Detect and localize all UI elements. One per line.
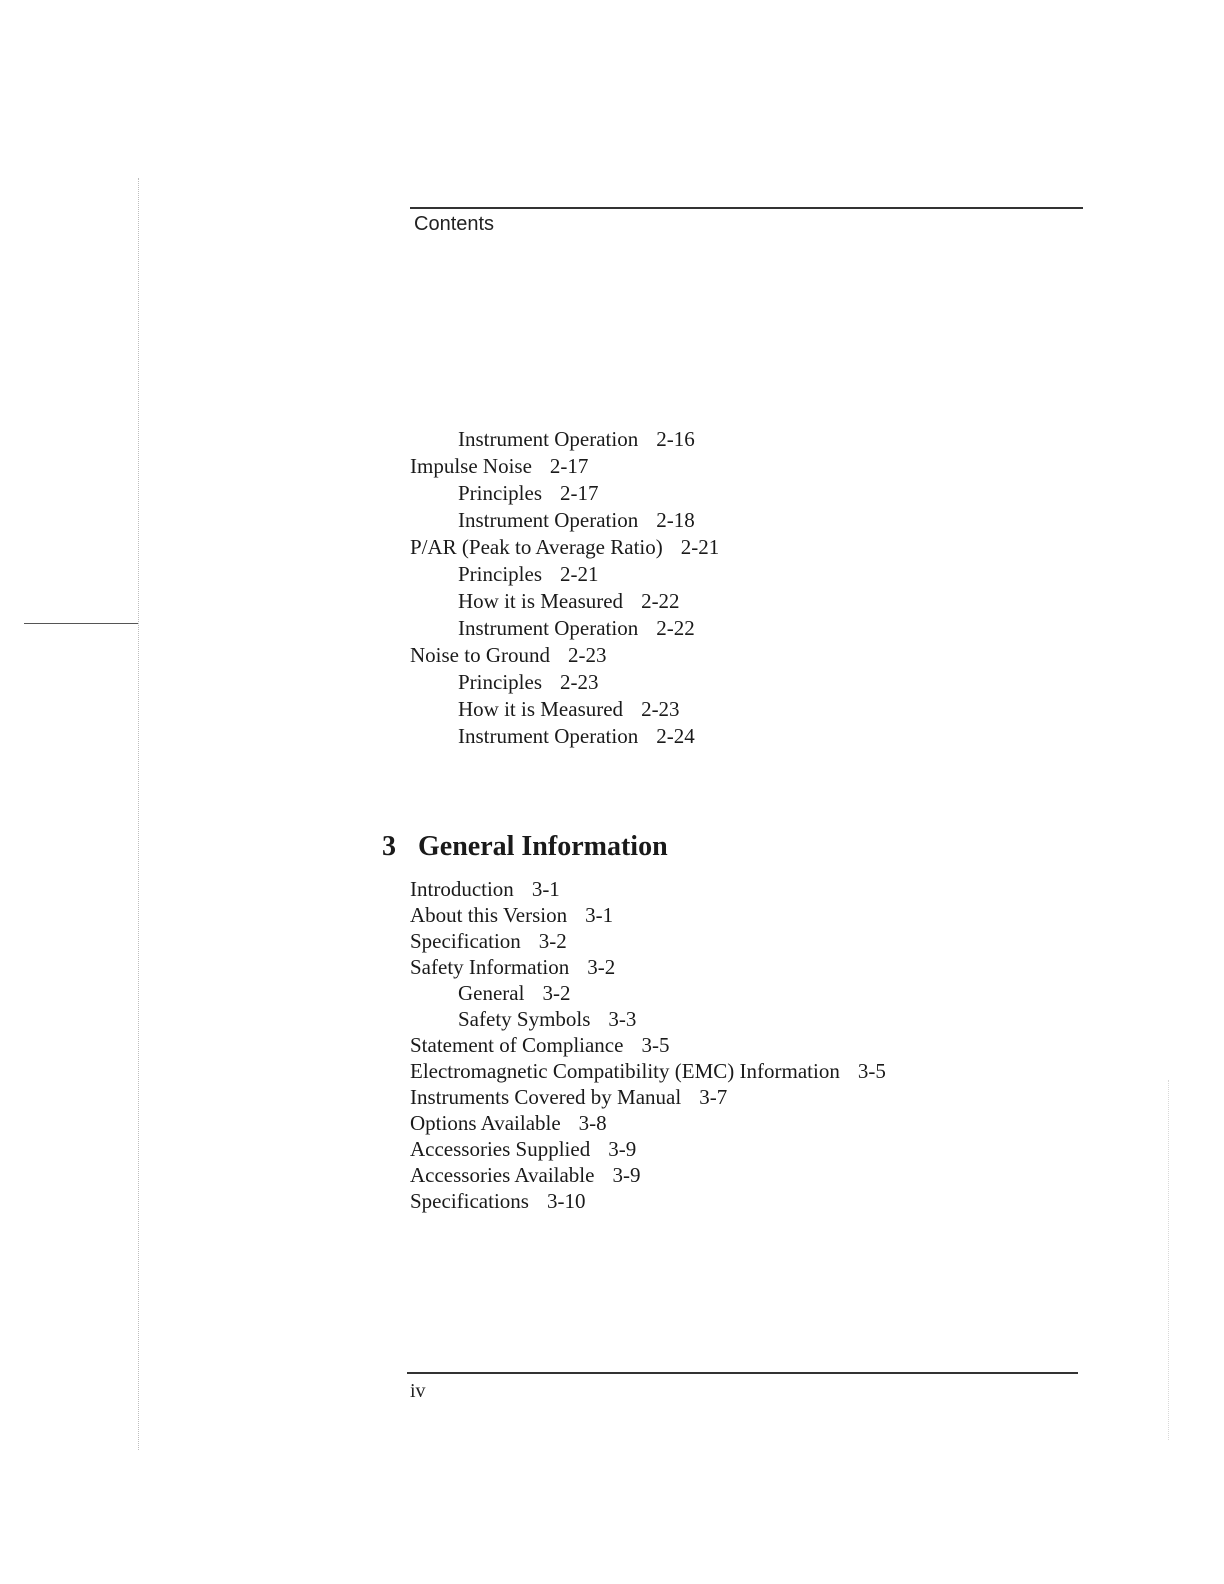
toc-entry[interactable] xyxy=(410,1032,886,1058)
toc-entry[interactable] xyxy=(410,561,719,588)
toc-entry[interactable] xyxy=(410,928,886,954)
toc-entry-title: Instrument Operation xyxy=(458,616,639,640)
chapter-title: General Information xyxy=(418,831,668,862)
toc-entry-title: Accessories Available xyxy=(410,1163,595,1187)
toc-entry-page: 3-3 xyxy=(608,1007,637,1031)
toc-entry[interactable] xyxy=(410,696,719,723)
toc-entry[interactable] xyxy=(410,453,719,480)
toc-entry-page: 2-16 xyxy=(656,427,695,451)
toc-entry[interactable] xyxy=(410,723,719,750)
toc-entry[interactable] xyxy=(410,902,886,928)
toc-entry[interactable] xyxy=(410,1162,886,1188)
edge-scan-marks xyxy=(1168,1080,1173,1440)
chapter-number: 3 xyxy=(382,831,396,862)
page-number: iv xyxy=(410,1380,426,1402)
toc-entry-title: Introduction xyxy=(410,877,514,901)
toc-entry-page: 2-22 xyxy=(641,589,680,613)
toc-entry-title: Safety Symbols xyxy=(458,1007,591,1031)
toc-entry[interactable] xyxy=(410,669,719,696)
binding-margin-line xyxy=(138,178,139,1450)
toc-entry-page: 2-23 xyxy=(568,643,607,667)
toc-entry-title: Instrument Operation xyxy=(458,508,639,532)
toc-entry-title: Statement of Compliance xyxy=(410,1033,624,1057)
toc-entry[interactable] xyxy=(410,1110,886,1136)
toc-entry-page: 2-24 xyxy=(656,724,695,748)
toc-entry-title: Electromagnetic Compatibility (EMC) Information xyxy=(410,1059,840,1083)
toc-entry-title: Specification xyxy=(410,929,521,953)
footer-rule xyxy=(407,1372,1078,1374)
toc-entry-title: Principles xyxy=(458,670,542,694)
toc-entry[interactable] xyxy=(410,1058,886,1084)
toc-entry-title: Accessories Supplied xyxy=(410,1137,591,1161)
toc-entry-title: About this Version xyxy=(410,903,568,927)
toc-entry[interactable] xyxy=(410,1188,886,1214)
toc-entry-title: How it is Measured xyxy=(458,697,624,721)
toc-entry-page: 3-8 xyxy=(578,1111,607,1135)
toc-entry-page: 3-2 xyxy=(538,929,567,953)
toc-entry[interactable] xyxy=(410,980,886,1006)
toc-section-chapter-3 xyxy=(410,876,886,1214)
toc-entry-page: 3-1 xyxy=(585,903,614,927)
toc-entry[interactable] xyxy=(410,534,719,561)
toc-entry[interactable] xyxy=(410,642,719,669)
toc-entry[interactable] xyxy=(410,1006,886,1032)
toc-entry[interactable] xyxy=(410,876,886,902)
toc-entry-page: 2-21 xyxy=(560,562,599,586)
toc-entry-page: 3-2 xyxy=(542,981,571,1005)
toc-entry[interactable] xyxy=(410,588,719,615)
toc-entry-title: Instrument Operation xyxy=(458,427,639,451)
toc-entry-page: 2-21 xyxy=(680,535,720,559)
toc-entry-page: 3-5 xyxy=(641,1033,670,1057)
chapter-heading xyxy=(382,831,668,863)
toc-entry-page: 2-17 xyxy=(560,481,599,505)
toc-entry[interactable] xyxy=(410,1136,886,1162)
toc-entry-title: Instrument Operation xyxy=(458,724,639,748)
toc-entry-title: Noise to Ground xyxy=(410,643,550,667)
toc-entry-title: Principles xyxy=(458,481,542,505)
toc-entry-title: General xyxy=(458,981,525,1005)
toc-section-chapter-2 xyxy=(410,426,719,750)
toc-entry-page: 2-17 xyxy=(549,454,589,478)
running-head: Contents xyxy=(414,213,495,235)
margin-tick-mark xyxy=(24,623,138,624)
toc-entry-page: 3-9 xyxy=(612,1163,641,1187)
toc-entry[interactable] xyxy=(410,426,719,453)
toc-entry-page: 3-10 xyxy=(546,1189,586,1213)
toc-entry-title: Principles xyxy=(458,562,542,586)
toc-entry-title: Instruments Covered by Manual xyxy=(410,1085,682,1109)
toc-entry-title: P/AR (Peak to Average Ratio) xyxy=(410,535,663,559)
toc-entry-page: 2-23 xyxy=(560,670,599,694)
toc-entry-title: Specifications xyxy=(410,1189,529,1213)
toc-entry-page: 3-7 xyxy=(699,1085,728,1109)
toc-entry-page: 3-2 xyxy=(587,955,616,979)
toc-entry-title: Impulse Noise xyxy=(410,454,532,478)
toc-entry[interactable] xyxy=(410,615,719,642)
toc-entry-page: 3-5 xyxy=(857,1059,886,1083)
toc-entry-page: 2-23 xyxy=(641,697,680,721)
toc-entry-title: Options Available xyxy=(410,1111,561,1135)
toc-entry[interactable] xyxy=(410,1084,886,1110)
toc-entry-page: 3-1 xyxy=(531,877,560,901)
toc-entry-title: How it is Measured xyxy=(458,589,624,613)
toc-entry-page: 2-18 xyxy=(656,508,695,532)
toc-entry[interactable] xyxy=(410,480,719,507)
toc-entry-page: 3-9 xyxy=(608,1137,637,1161)
toc-entry-title: Safety Information xyxy=(410,955,570,979)
header-rule xyxy=(410,207,1083,209)
toc-entry[interactable] xyxy=(410,507,719,534)
toc-entry[interactable] xyxy=(410,954,886,980)
toc-entry-page: 2-22 xyxy=(656,616,695,640)
